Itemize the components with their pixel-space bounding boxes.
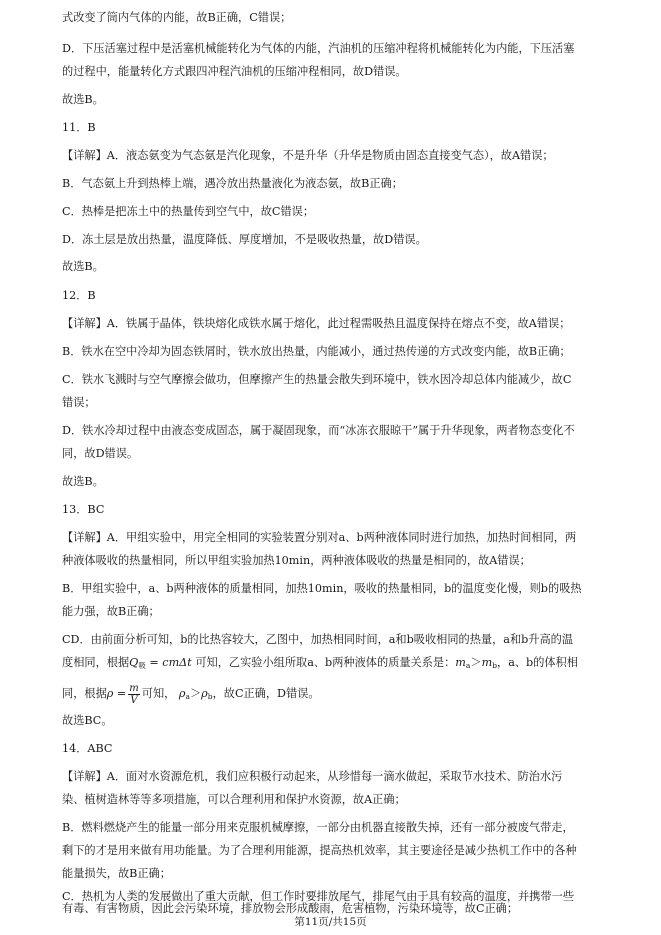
text-line: D．冻土层是放出热量，温度降低、厚度增加，不是吸收热量，故D错误。 (62, 233, 427, 246)
formula-mass: $m_a>m_b$ (455, 656, 497, 670)
text-line: 故选B。 (62, 475, 104, 488)
text-line: 式改变了筒内气体的内能，故B正确，C错误； (62, 11, 292, 24)
formula-heat: $Q_吸 = cm\Delta t$ (129, 656, 192, 670)
text-line: D．铁水冷却过程中由液态变成固态，属于凝固现象，而“冰冻衣服晾干”属于升华现象，两者物态变化不 (62, 424, 575, 437)
formula-compare: $\rho_a>\rho_b$ (178, 687, 213, 701)
text-span: 可知， (141, 687, 176, 700)
formula-line (62, 655, 610, 673)
fraction: $\frac{m}{V}$ (129, 682, 139, 706)
text-line: D．下压活塞过程中是活塞机械能转化为气体的内能，汽油机的压缩冲程将机械能转化为内能，下压活塞 (62, 42, 575, 55)
text-line: 能量损失，故B正确； (62, 867, 171, 880)
text-line: 【详解】A．面对水资源危机，我们应积极行动起来，从珍惜每一滴水做起，采取节水技术、防治水污 (62, 770, 563, 783)
text-line: 染、植树造林等等多项措施，可以合理利用和保护水资源，故A正确； (62, 793, 406, 806)
text-line: 同，故D错误。 (62, 447, 139, 460)
question-number: 11．B (62, 121, 96, 134)
formula-density: ρ = (106, 687, 127, 700)
text-line: 错误； (62, 396, 96, 409)
text-line: 的过程中，能量转化方式跟四冲程汽油机的压缩冲程相同，故D错误。 (62, 65, 407, 78)
question-number: 12．B (62, 289, 96, 302)
text-line: 故选B。 (62, 93, 104, 106)
text-line: C．热机为人类的发展做出了重大贡献，但工作时要排放尾气，排尾气由于具有较高的温度，并携带一些 (62, 890, 575, 903)
text-line: 故选B。 (62, 260, 104, 273)
question-number: 13．BC (62, 503, 105, 516)
text-line: 【详解】A．甲组实验中，用完全相同的实验装置分别对a、b两种液体同时进行加热，加热时间相同，两 (62, 531, 577, 544)
text-line: B．气态氨上升到热棒上端，遇冷放出热量液化为液态氨，故B正确； (62, 177, 403, 190)
text-line: 剩下的才是用来做有用功能量。为了合理利用能源，提高热机效率，其主要途径是减少热机工作中的各种 (62, 844, 577, 857)
text-line: B．甲组实验中，a、b两种液体的质量相同，加热10min，吸收的热量相同，b的温度变化慢，则b的吸热 (62, 582, 582, 595)
text-line: C．热棒是把冻土中的热量传到空气中，故C错误； (62, 205, 315, 218)
text-line: 【详解】A．铁属于晶体，铁块熔化成铁水属于熔化，此过程需吸热且温度保持在熔点不变，故A错误； (62, 317, 571, 330)
text-line: B．燃料燃烧产生的能量一部分用来克服机械摩擦，一部分由机器直接散失掉，还有一部分被废气带走， (62, 821, 574, 834)
formula-line (62, 681, 610, 707)
text-span: ，a、b的体积相 (497, 656, 578, 669)
text-line: CD．由前面分析可知，b的比热容较大，乙图中，加热相同时间，a和b吸收相同的热量，a和b升高的温 (62, 633, 574, 646)
text-span: 度相同，根据 (62, 656, 130, 669)
page-footer: 第11页/共15页 (294, 916, 367, 928)
text-line: 有毒、有害物质，因此会污染环境，排放物会形成酸雨，危害植物，污染环境等，故C正确； (62, 902, 519, 915)
question-number: 14．ABC (62, 742, 113, 755)
text-span: ，故C正确，D错误。 (212, 687, 320, 700)
text-line: 能力强，故B正确； (62, 605, 160, 618)
text-line: 故选BC。 (62, 714, 113, 727)
text-span: 同，根据 (62, 687, 107, 700)
text-line: 种液体吸收的热量相同，所以甲组实验加热10min，两种液体吸收的热量是相同的，故A错误； (62, 554, 531, 567)
text-line: B．铁水在空中冷却为固态铁屑时，铁水放出热量，内能减小，通过热传递的方式改变内能，故B正确； (62, 345, 571, 358)
text-span: 可知，乙实验小组所取a、b两种液体的质量关系是： (195, 656, 456, 669)
text-line: 【详解】A．液态氨变为气态氨是汽化现象，不是升华（升华是物质由固态直接变气态），故A错误； (62, 149, 554, 162)
text-line: C．铁水飞溅时与空气摩擦会做功，但摩擦产生的热量会散失到环境中，铁水因冷却总体内能减少，故C (62, 373, 572, 386)
